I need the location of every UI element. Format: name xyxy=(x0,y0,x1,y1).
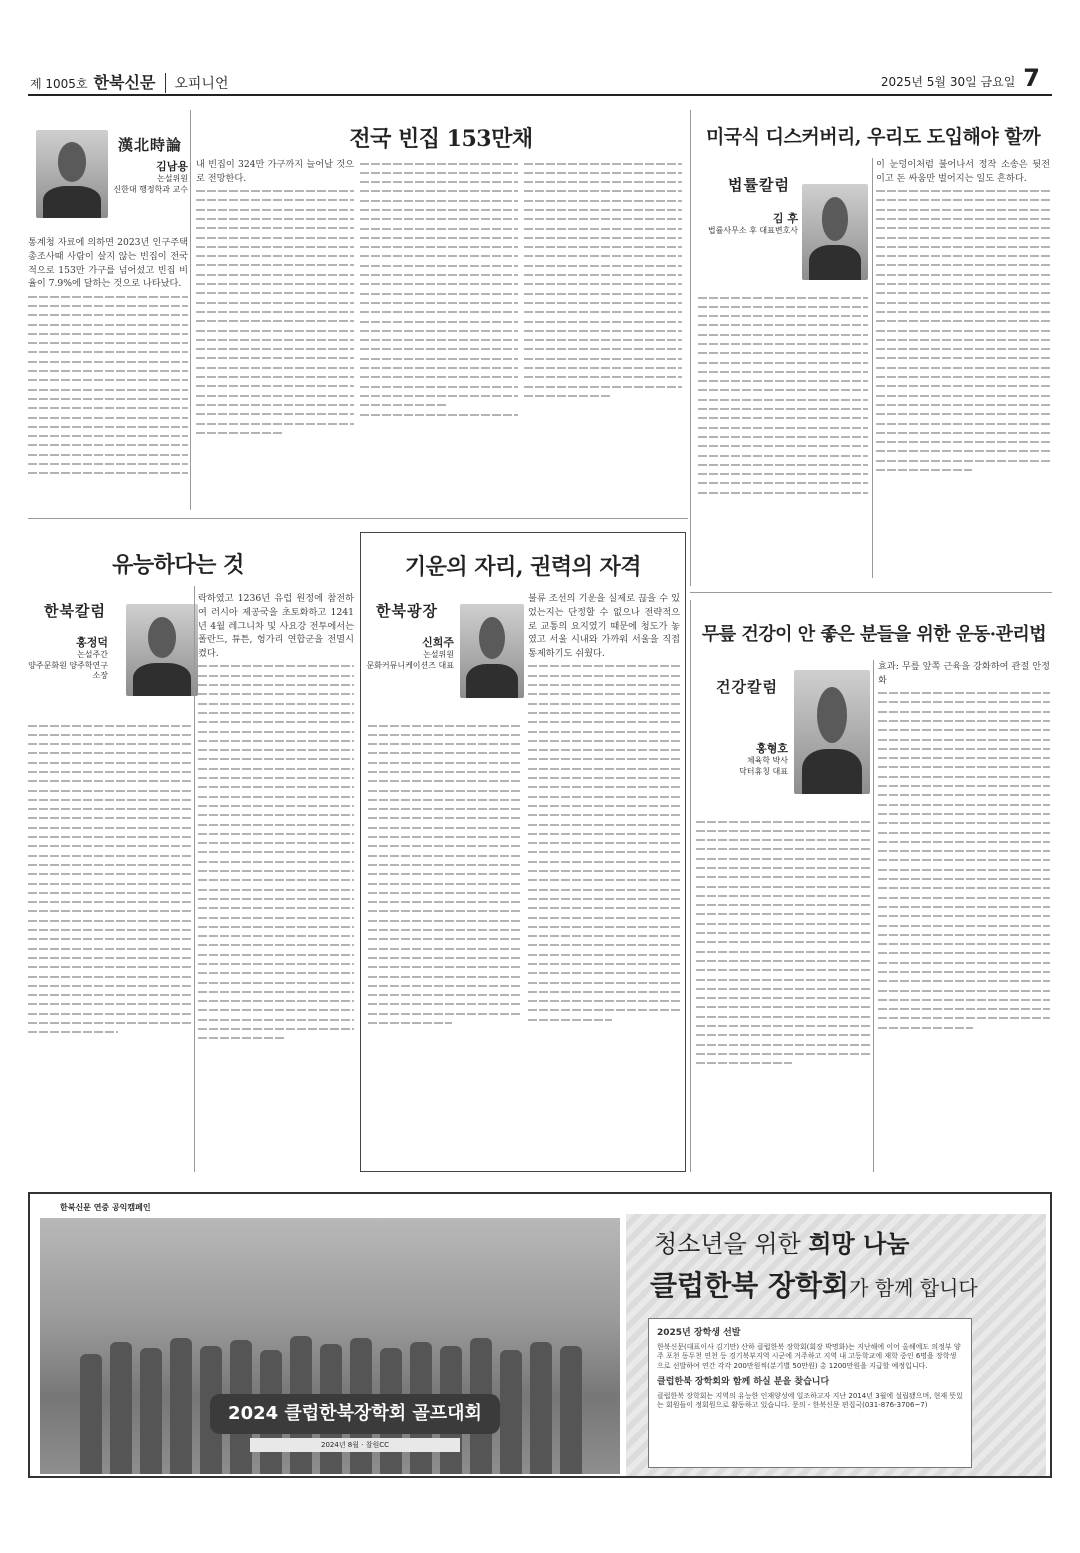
author-role: 논설위원 xyxy=(157,174,188,184)
column-header-hanbuk-sironn xyxy=(28,122,188,226)
author-role: 논설위원 xyxy=(423,650,454,660)
author-name: 김남용 xyxy=(156,160,188,173)
article-lead: 효과: 무릎 앞쪽 근육을 강화하여 관절 안정화 xyxy=(878,661,1050,686)
article-body-genius-2 xyxy=(198,592,354,1170)
issue-date: 2025년 5월 30일 금요일 xyxy=(880,75,1016,89)
column-header-hanbuk xyxy=(28,586,198,702)
section-name: 오피니언 xyxy=(165,73,228,93)
ad-info-title-1: 2025년 장학생 선발 xyxy=(657,1328,741,1338)
headline-discovery: 미국식 디스커버리, 우리도 도입해야 할까 xyxy=(705,126,1041,148)
column-label: 법률칼럼 xyxy=(728,176,790,194)
issue-number: 제 1005호 xyxy=(30,77,88,91)
article-lead: 락하였고 1236년 유럽 원정에 참전하여 러시아 제공국을 초토화하고 1241년 4월 레그니차 및 사요강 전투에서는 폴란드, 튜튼, 헝가리 연합군을 전멸시켰다. xyxy=(198,593,354,660)
headline-energy: 기운의 자리, 권력의 자격 xyxy=(404,554,642,580)
article-body-genius-1 xyxy=(28,720,192,1170)
article-body-vacant-2 xyxy=(196,158,354,510)
article-lead: 내 빈집이 324만 가구까지 늘어날 것으로 전망한다. xyxy=(196,159,354,184)
article-body-discovery-2 xyxy=(876,158,1050,578)
article-lead: 통계청 자료에 의하면 2023년 인구주택총조사때 사람이 살지 않는 빈집이 전국적으로 153만 가구를 넘어섰고 빈집 비율이 7.9%에 달하는 것으로 나타났다. xyxy=(28,237,188,290)
headline-genius: 유능하다는 것 xyxy=(112,552,244,578)
ad-headline-1 xyxy=(654,1224,909,1259)
author-affil: 신한대 행정학과 교수 xyxy=(113,184,188,194)
ad-scholarship xyxy=(28,1192,1052,1478)
author-affil: 양주문화원 양주학연구소장 xyxy=(28,660,108,681)
article-body-energy-2 xyxy=(528,592,680,1160)
author-name: 홍형호 xyxy=(756,742,788,755)
ad-headline-2 xyxy=(650,1264,978,1304)
ad-info-box xyxy=(648,1318,972,1468)
author-name: 홍정덕 xyxy=(76,636,108,649)
article-body-health-1 xyxy=(696,816,870,1172)
author-affil: 닥터휴칭 대표 xyxy=(739,766,788,776)
author-byline xyxy=(366,636,454,671)
article-body-health-2 xyxy=(878,660,1050,1172)
column-header-health xyxy=(696,660,870,810)
ad-headline-2-tail: 가 함께 합니다 xyxy=(849,1276,978,1300)
ad-info-body-1: 한북신문(대표이사 김기만) 산하 클럽한북 장학회(회장 박명화)는 지난해에 이어 올해에도 의정부 양주 포천 동두천 연천 등 경기북부지역 시군에 거주하고 지역 내 고등학교에 재학 중인 6명을 장학생으로 선발하여 연간 각각 200만원씩(분기별 50만원) 총 1200만원을 지급할 예정입니다. xyxy=(657,1342,961,1371)
column-label: 漢北時論 xyxy=(118,136,183,154)
author-role: 체육학 박사 xyxy=(746,756,788,766)
ad-headline-1-bold: 희망 나눔 xyxy=(808,1230,910,1258)
ad-info-body-2: 클럽한북 장학회는 지역의 유능한 인재양성에 일조하고자 지난 2014년 3월에 설립됐으며, 현재 뜻있는 회원들이 정회원으로 활동하고 있습니다. 문의 - 한북신문 편집국(031-876-3706~7) xyxy=(657,1391,963,1410)
ad-banner: 2024 클럽한북장학회 골프대회 xyxy=(210,1394,500,1434)
column-label: 건강칼럼 xyxy=(716,678,778,696)
author-photo xyxy=(36,130,108,218)
author-name: 김 후 xyxy=(772,212,798,225)
column-header-law xyxy=(698,158,868,288)
ad-tag: 한북신문 연중 공익캠페인 xyxy=(60,1203,151,1212)
article-body-discovery-1 xyxy=(698,292,868,578)
article-body-energy-1 xyxy=(368,720,520,1160)
author-photo xyxy=(802,184,868,280)
article-body-vacant-4 xyxy=(524,158,682,510)
article-body-vacant-1 xyxy=(28,236,188,510)
author-byline xyxy=(698,212,798,237)
author-byline xyxy=(696,742,788,777)
masthead-right xyxy=(881,64,1040,92)
ad-headline-1-pre: 청소년을 위한 xyxy=(654,1230,809,1258)
author-affil: 법률사무소 후 대표변호사 xyxy=(707,226,798,236)
column-label: 한북칼럼 xyxy=(44,602,106,620)
ad-info-title-2: 클럽한북 장학회와 함께 하실 분을 찾습니다 xyxy=(657,1376,830,1387)
column-label: 한북광장 xyxy=(376,602,438,620)
column-header-gwangjang xyxy=(366,586,526,702)
article-lead: 불류 조선의 기운을 실제로 끊을 수 있었는지는 단정할 수 없으나 전략적으로 교통의 요지였기 때문에 청도가 놓였고 서울 시내와 가까워 서울을 직접 통제하기도 쉬웠다. xyxy=(528,593,680,660)
author-byline xyxy=(112,160,188,195)
ad-banner-sub: 2024년 8월 · 찰원CC xyxy=(250,1438,460,1452)
article-body-vacant-3 xyxy=(360,158,518,510)
article-lead: 이 눈덩이처럼 불어나서 정작 소송은 뒷전이고 돈 싸움만 벌어지는 일도 흔하다. xyxy=(876,159,1050,184)
author-byline xyxy=(28,636,108,681)
author-photo xyxy=(126,604,198,696)
author-name: 신희주 xyxy=(422,636,454,649)
page-number: 7 xyxy=(1023,64,1040,92)
headline-health: 무릎 건강이 안 좋은 분들을 위한 운동·관리법 xyxy=(701,624,1047,645)
masthead-left xyxy=(30,70,228,93)
author-role: 논설주간 xyxy=(77,650,108,660)
ad-text-panel xyxy=(626,1214,1046,1476)
ad-group-photo xyxy=(40,1218,620,1474)
header-rule xyxy=(28,94,1052,96)
author-photo xyxy=(460,604,524,698)
headline-vacant: 전국 빈집 153만채 xyxy=(349,126,533,152)
paper-name: 한북신문 xyxy=(93,73,156,92)
author-affil: 문화커뮤니케이션즈 대표 xyxy=(366,660,454,670)
author-photo xyxy=(794,670,870,794)
ad-headline-2-main: 클럽한북 장학회 xyxy=(650,1269,850,1302)
